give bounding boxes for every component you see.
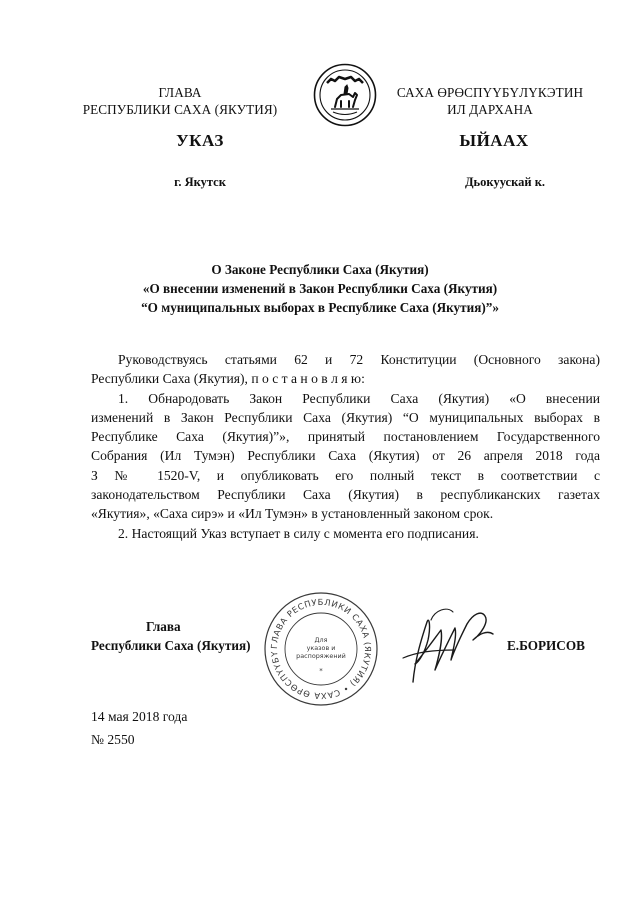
document-subject [60,260,580,317]
subject-line2: «О внесении изменений в Закон Республики Саха (Якутия) [142,281,498,296]
handwritten-signature [395,600,505,690]
signatory-name: Е.БОРИСОВ [507,638,585,653]
item1-line5: З № 1520-V, и опубликовать его полный текст в соответствии с [91,467,600,483]
header-right-line1: САХА ӨРӨСПҮҮБҮЛҮКЭТИН [396,85,584,100]
preamble-line1: Руководствуясь статьями 62 и 72 Конституции (Основного закона) [118,352,600,367]
signatory-title [91,617,281,655]
signatory-title-line1: Глава [146,619,181,634]
svg-text:*: * [319,667,323,675]
stamp-ring-text: ГЛАВА РЕСПУБЛИКИ САХА (ЯКУТИЯ) • САХА ӨРӨСПҮҮБҮЛҮКЭТИН ИЛ ДАРХАНА • [258,582,374,702]
item1-line1: 1. Обнародовать Закон Республики Саха (Якутия) «О внесении [118,390,600,406]
item1-line2: изменений в Закон Республики Саха (Якутия) “О муниципальных выборах в [91,409,600,425]
stamp-center-line2: указов и [306,644,336,652]
coat-of-arms-emblem [313,63,377,127]
document-number: № 2550 [91,732,135,747]
item1-line3: Республике Саха (Якутия)”», принятый постановлением Государственного [91,429,600,445]
stamp-center-line1: Для [314,636,328,644]
document-footer [91,705,291,751]
header-right-line2: ИЛ ДАРХАНА [447,102,533,117]
item2-line: 2. Настоящий Указ вступает в силу с момента его подписания. [118,525,479,541]
signature-icon [395,600,505,690]
coat-of-arms-icon [313,63,377,127]
subject-line3: “О муниципальных выборах в Республике Саха (Якутия)”» [141,300,499,315]
item1-line7: «Якутия», «Саха сирэ» и «Ил Тумэн» в установленный законом срок. [91,506,494,522]
doc-type-russian: УКАЗ [176,131,224,150]
place-yakut: Дьокуускай к. [464,175,546,189]
preamble-line2: Республики Саха (Якутия), п о с т а н о в л я ю: [91,371,365,387]
doc-type-yakut: ЫЙААХ [459,131,529,150]
stamp-center-line3: распоряжений [296,652,346,660]
document-body [91,350,600,543]
item1-line6: законодательством Республики Саха (Якутия) в республиканских газетах [91,487,600,503]
header-right [380,84,600,118]
signatory-title-line2: Республики Саха (Якутия) [91,638,251,653]
header-left [70,84,290,118]
header-left-line1: ГЛАВА [158,85,202,100]
document-date: 14 мая 2018 года [91,709,188,724]
place-russian: г. Якутск [174,175,226,189]
subject-line1: О Законе Республики Саха (Якутия) [211,262,429,277]
item1-line4: Собрания (Ил Тумэн) Республики Саха (Якутия) от 26 апреля 2018 года [91,448,600,464]
header-left-line2: РЕСПУБЛИКИ САХА (ЯКУТИЯ) [82,102,278,117]
